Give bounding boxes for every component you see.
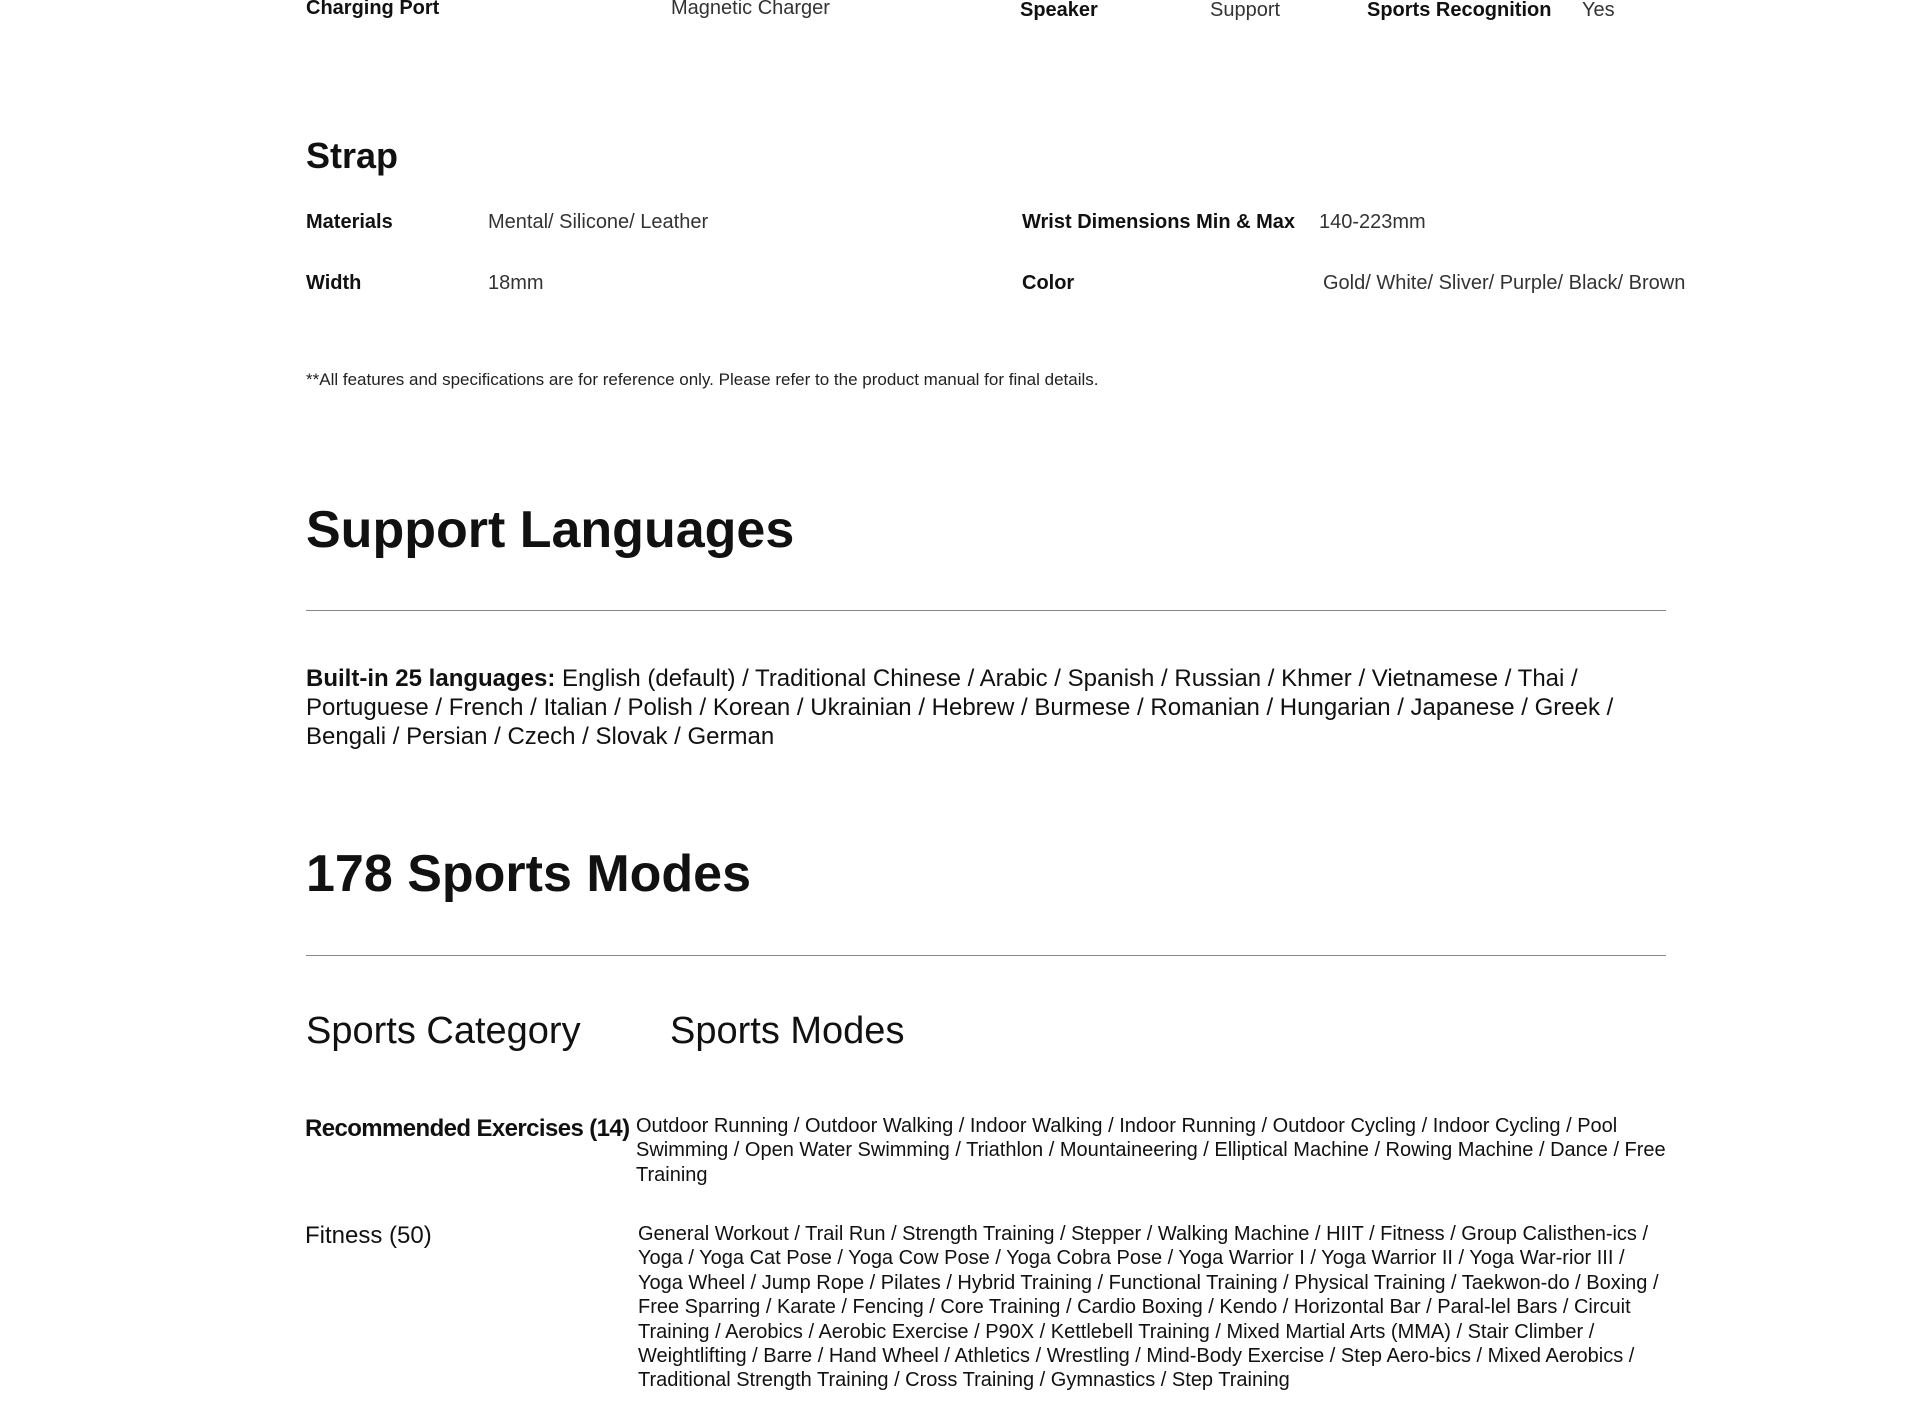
category-modes-recommended: Outdoor Running / Outdoor Walking / Indoor Walking / Indoor Running / Outdoor Cycling / Indoor Cycling / Pool Swimming / Open Water Swimming / Triathlon / Mountaineering / Elliptical Machine / Rowing Machine / Dance / Free Training xyxy=(636,1115,1666,1186)
languages-divider xyxy=(306,610,1666,611)
disclaimer-note: **All features and specifications are for reference only. Please refer to the product manual for final details. xyxy=(306,370,1099,389)
materials-value: Mental/ Silicone/ Leather xyxy=(488,211,709,233)
charging-port-value: Magnetic Charger xyxy=(671,0,830,19)
width-value: 18mm xyxy=(488,272,544,294)
wrist-dimensions-label: Wrist Dimensions Min & Max xyxy=(1022,211,1296,233)
speaker-value: Support xyxy=(1210,0,1281,21)
sports-modes-title: 178 Sports Modes xyxy=(306,845,752,903)
charging-port-label: Charging Port xyxy=(306,0,440,19)
support-languages-title: Support Languages xyxy=(306,501,795,559)
category-modes-fitness: General Workout / Trail Run / Strength Training / Stepper / Walking Machine / HIIT / Fitness / Group Calisthen-ics / Yoga / Yoga Cat Pose / Yoga Cow Pose / Yoga Cobra Pose / Yoga Warrior I / Yoga Warrior II / Yoga War-rior III / Yoga Wheel / Jump Rope / Pilates / Hybrid Training / Functional Training / Physical Training / Taekwon-do / Boxing / Free Sparring / Karate / Fencing / Core Training / Cardio Boxing / Kendo / Horizontal Bar / Paral-lel Bars / Circuit Training / Aerobics / Aerobic Exercise / P90X / Kettlebell Training / Mixed Martial Arts (MMA) / Stair Climber / Weightlifting / Barre / Hand Wheel / Athletics / Wrestling / Mind-Body Exercise / Step Aero-bics / Mixed Aerobics / Traditional Strength Training / Cross Training / Gymnastics / Step Training xyxy=(638,1223,1659,1392)
category-label-fitness: Fitness (50) xyxy=(305,1222,432,1249)
sports-recognition-label: Sports Recognition xyxy=(1367,0,1552,21)
sports-modes-header: Sports Modes xyxy=(670,1010,905,1052)
languages-paragraph xyxy=(306,664,1646,751)
sports-divider xyxy=(306,955,1666,956)
category-label-recommended: Recommended Exercises (14) xyxy=(305,1115,630,1142)
sports-category-header: Sports Category xyxy=(306,1010,581,1052)
languages-list: English (default) / Traditional Chinese / Arabic / Spanish / Russian / Khmer / Vietnamese / Thai / Portuguese / French / Italian / Polish / Korean / Ukrainian / Hebrew / Burmese / Romanian / Hungarian / Japanese / Greek / Bengali / Persian / Czech / Slovak / German xyxy=(306,665,1614,750)
strap-title: Strap xyxy=(306,135,399,176)
color-value: Gold/ White/ Sliver/ Purple/ Black/ Brown xyxy=(1323,272,1686,294)
width-label: Width xyxy=(306,272,362,294)
wrist-dimensions-value: 140-223mm xyxy=(1319,211,1426,233)
color-label: Color xyxy=(1022,272,1075,294)
speaker-label: Speaker xyxy=(1020,0,1098,21)
languages-lead: Built-in 25 languages: xyxy=(306,665,556,692)
materials-label: Materials xyxy=(306,211,393,233)
sports-recognition-value: Yes xyxy=(1582,0,1615,21)
